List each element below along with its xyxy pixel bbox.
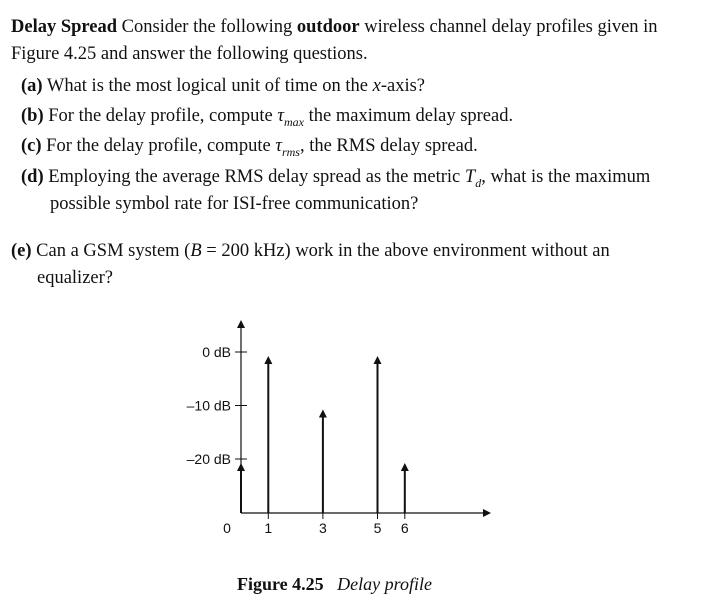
x-tick-label: 3 [319, 520, 327, 536]
question-a-label: (a) [21, 76, 43, 96]
y-tick-label: –10 dB [186, 397, 231, 414]
question-b-text-2: the maximum delay spread. [308, 106, 514, 126]
problem-title: Delay Spread [11, 17, 118, 37]
x-tick-label: 1 [264, 520, 273, 536]
question-a-text-1: What is the most logical unit of time on the [46, 76, 368, 96]
question-b-sub: max [284, 115, 305, 129]
question-d-symbol: T [464, 167, 476, 187]
chart-axes [241, 324, 487, 513]
question-d-label: (d) [21, 167, 44, 187]
question-b-label: (b) [21, 106, 44, 126]
question-c-text-1: For the delay profile, compute [46, 136, 271, 156]
question-a-math: x [372, 76, 381, 96]
question-c-label: (c) [21, 136, 42, 156]
question-c-symbol: τ [275, 136, 282, 156]
question-c-text-2: , the RMS delay spread. [299, 136, 478, 156]
figure-caption-text: Delay profile [337, 574, 432, 594]
question-a-text-2: -axis? [380, 76, 426, 96]
x-tick-label: 5 [373, 520, 382, 536]
question-e-label: (e) [11, 241, 32, 261]
question-e-text-2: = 200 kHz) work in the above environment without an [206, 241, 610, 261]
intro-emphasis: outdoor [296, 17, 360, 37]
question-e-line-2: equalizer? [37, 268, 113, 288]
question-c-sub: rms [281, 145, 300, 159]
chart-ticks [187, 344, 409, 536]
question-d-line-2: possible symbol rate for ISI-free communication? [50, 194, 419, 214]
intro-line-2: Figure 4.25 and answer the following questions. [11, 44, 368, 64]
x-tick-label: 6 [400, 520, 409, 536]
question-b-symbol: τ [277, 106, 285, 126]
chart-stems [241, 360, 405, 513]
x-tick-label: 0 [223, 520, 231, 536]
question-d-text-1: Employing the average RMS delay spread as the metric [48, 167, 461, 187]
question-d-text-2: , what is the maximum [481, 167, 651, 187]
figure-caption [237, 573, 432, 595]
y-tick-label: –20 dB [186, 451, 231, 467]
question-e-math: B [190, 241, 202, 261]
intro-text-2: wireless channel delay profiles given in [364, 17, 658, 37]
intro-text-1: Consider the following [121, 17, 293, 37]
question-b-text-1: For the delay profile, compute [48, 106, 273, 126]
y-tick-label: 0 dB [202, 344, 231, 360]
figure-label: Figure 4.25 [237, 574, 324, 594]
question-e-text-1: Can a GSM system ( [36, 241, 191, 261]
question-d-sub: d [475, 176, 482, 190]
